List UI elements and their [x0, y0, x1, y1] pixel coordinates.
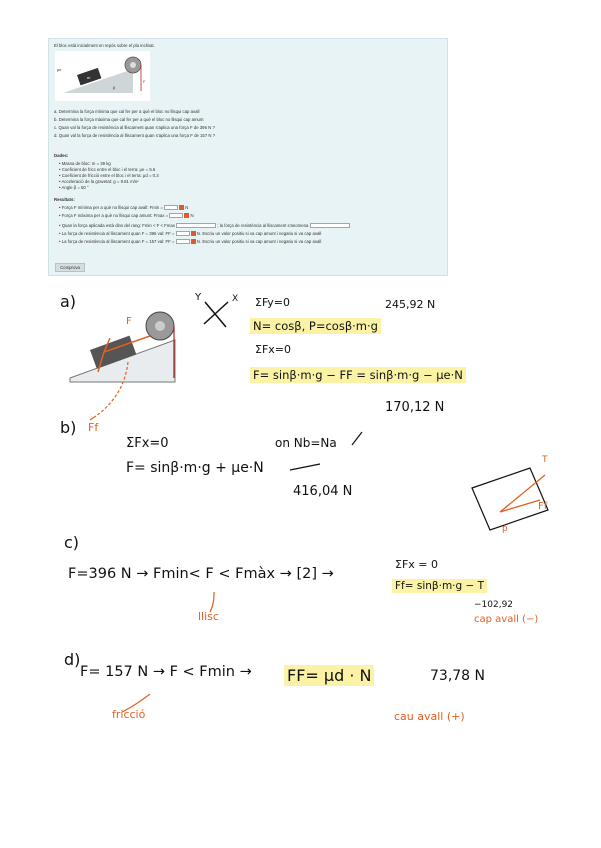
result-row: • La força de resistència al lliscament quan F = 157 val: FF = N. Escriu un valor positiu si va cap amunt i negatiu si va cap avall — [59, 239, 322, 244]
value-a: 170,12 N — [385, 400, 445, 415]
c-value: −102,92 — [474, 600, 514, 610]
sketch-label-f: F — [126, 316, 132, 327]
result-row: • Força F màxima per a què no llisqui cap amunt: Fmax = N — [59, 213, 194, 218]
diagram-label-beta: β — [113, 85, 116, 90]
question-c: c. Quan val la força de resistència al lliscament quan s'aplica una força F de 396 N ? — [54, 125, 215, 130]
results-heading: Resultats: — [54, 197, 75, 202]
result-row: • Quan la força aplicada està dins del rang: Fmin < F < Fmax ; la força de resistència al lliscament s'anomena — [59, 223, 350, 229]
part-a-label: a) — [60, 292, 77, 311]
b-note: on Nb=Na — [275, 436, 337, 450]
diagram-label-f: F — [143, 79, 146, 84]
question-b: b. Determina la força màxima que cal fer per a què el bloc no llisqui cap amunt — [54, 117, 204, 122]
result-row: • Força F mínima per a què no llisqui cap avall: Fmin = N — [59, 205, 189, 210]
c-direction: cap avall (−) — [474, 614, 539, 625]
check-button[interactable]: Comprova — [55, 263, 85, 272]
d-value: 73,78 N — [430, 668, 486, 684]
data-item: • Acceleració de la gravetat: g = 9.81 m/s² — [59, 179, 139, 184]
question-d: d. Quan val la força de resistència al lliscament quan s'aplica una força F de 157 N ? — [54, 133, 216, 138]
data-item: • Angle β = 50 ° — [59, 185, 89, 190]
sketch-label-ff: Ff — [88, 421, 99, 434]
value-b: 416,04 N — [293, 484, 353, 499]
part-b-label: b) — [60, 418, 77, 437]
axis-label-x: X — [232, 294, 239, 304]
side-label-t: T — [542, 455, 548, 465]
result-row: • La força de resistència al lliscament quan F = 396 val: FF = N. Escriu un valor positiu si va cap amunt i negatiu si va cap avall — [59, 231, 322, 236]
c-note: llisc — [198, 610, 219, 623]
side-label-p: p — [502, 524, 508, 534]
axis-label-y: Y — [195, 292, 202, 303]
equation-c: F=396 N → Fmin< F < Fmàx → [2] → — [68, 566, 334, 582]
c-sum-fx: ΣFx = 0 — [395, 558, 438, 571]
question-a: a. Determina la força mínima que cal fer per a què el bloc no llisqui cap avall — [54, 109, 200, 114]
data-item: • Coeficient de fricc entre el bloc i el terra: μe = 5.6 — [59, 167, 156, 172]
equation-d: F= 157 N → F < Fmin → — [80, 664, 252, 680]
diagram-label-block: m — [87, 75, 91, 80]
diagram-label-mu: μe — [57, 67, 62, 72]
d-note: fricció — [112, 708, 146, 721]
d-ff-equation: FF= μd · N — [284, 666, 374, 685]
value-a-top: 245,92 N — [385, 298, 436, 311]
equation-b: F= sinβ·m·g + μe·N — [126, 460, 264, 476]
sum-fy: ΣFy=0 — [255, 296, 290, 309]
normal-equation: N= cosβ, P=cosβ·m·g — [250, 319, 381, 333]
d-direction: cau avall (+) — [394, 710, 465, 723]
c-ff-equation: Ff= sinβ·m·g − T — [392, 580, 487, 592]
problem-intro: El bloc està inicialment en repòs sobre el pla inclinat. — [54, 43, 155, 48]
sum-fx: ΣFx=0 — [255, 343, 292, 356]
data-item: • Coeficient de fricció entre el bloc i el terra: μd = 0.3 — [59, 173, 159, 178]
data-heading: Dades: — [54, 153, 69, 158]
equation-a: F= sinβ·m·g − FF = sinβ·m·g − μe·N — [250, 368, 466, 382]
data-item: • Massa de bloc: m = 39 kg — [59, 161, 111, 166]
b-sum-fx: ΣFx=0 — [126, 436, 169, 451]
side-label-ff: Ff — [538, 501, 548, 512]
part-c-label: c) — [64, 533, 80, 552]
part-d-label: d) — [64, 650, 81, 669]
side-sketch-block — [472, 468, 548, 530]
